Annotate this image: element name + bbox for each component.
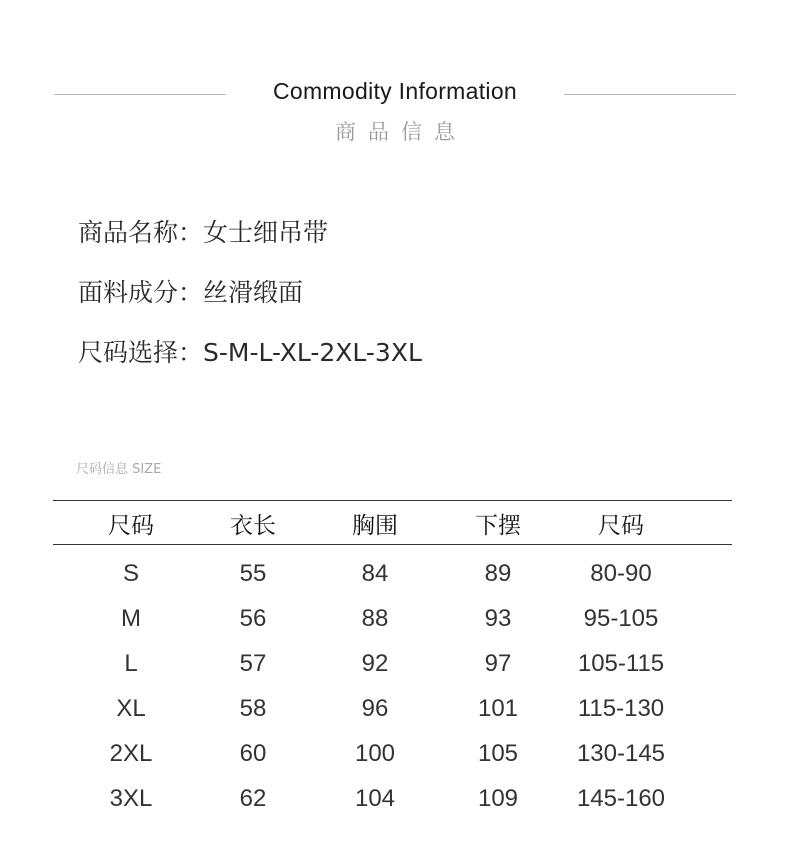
table-cell: 89 (484, 560, 512, 587)
table-cell: 105-115 (577, 650, 665, 677)
table-top-border (53, 500, 732, 501)
table-cell: 104 (354, 785, 396, 812)
table-cell: 100 (354, 740, 396, 767)
table-cell: 96 (361, 695, 389, 722)
table-cell: XL (116, 695, 146, 722)
table-cell: 56 (239, 605, 267, 632)
table-cell: 130-145 (576, 740, 666, 767)
table-cell: 145-160 (576, 785, 666, 812)
table-cell: 95-105 (583, 605, 659, 632)
table-cell: 109 (477, 785, 519, 812)
table-cell: 101 (477, 695, 519, 722)
table-header-fit-size: 尺码 (598, 513, 644, 539)
table-cell: 62 (239, 785, 267, 812)
table-cell: 3XL (109, 785, 153, 812)
table-cell: S (122, 560, 139, 587)
table-cell: 93 (484, 605, 512, 632)
section-title-cn: 商品信息 (335, 120, 467, 144)
table-cell: 57 (239, 650, 267, 677)
fabric-composition: 面料成分：丝滑缎面 (78, 278, 304, 307)
table-cell: 84 (361, 560, 389, 587)
table-cell: 105 (477, 740, 519, 767)
table-header-border (53, 544, 732, 545)
table-cell: 92 (361, 650, 389, 677)
table-header-length: 衣长 (230, 513, 276, 539)
table-header-size: 尺码 (108, 513, 154, 539)
table-cell: 115-130 (577, 695, 665, 722)
table-header-bust: 胸围 (352, 513, 398, 539)
table-cell: M (121, 605, 141, 632)
table-header-hem: 下摆 (475, 513, 521, 539)
size-options: 尺码选择：S-M-L-XL-2XL-3XL (78, 338, 422, 367)
table-cell: 2XL (109, 740, 153, 767)
table-cell: 55 (239, 560, 267, 587)
table-cell: 88 (361, 605, 389, 632)
table-cell: 58 (239, 695, 267, 722)
product-name: 商品名称：女士细吊带 (78, 218, 329, 247)
table-cell: 60 (239, 740, 267, 767)
table-cell: 97 (484, 650, 512, 677)
table-cell: L (124, 650, 138, 677)
size-table-caption: 尺码信息 SIZE (76, 462, 162, 477)
table-cell: 80-90 (590, 560, 652, 587)
section-title-en: Commodity Information (272, 78, 518, 104)
